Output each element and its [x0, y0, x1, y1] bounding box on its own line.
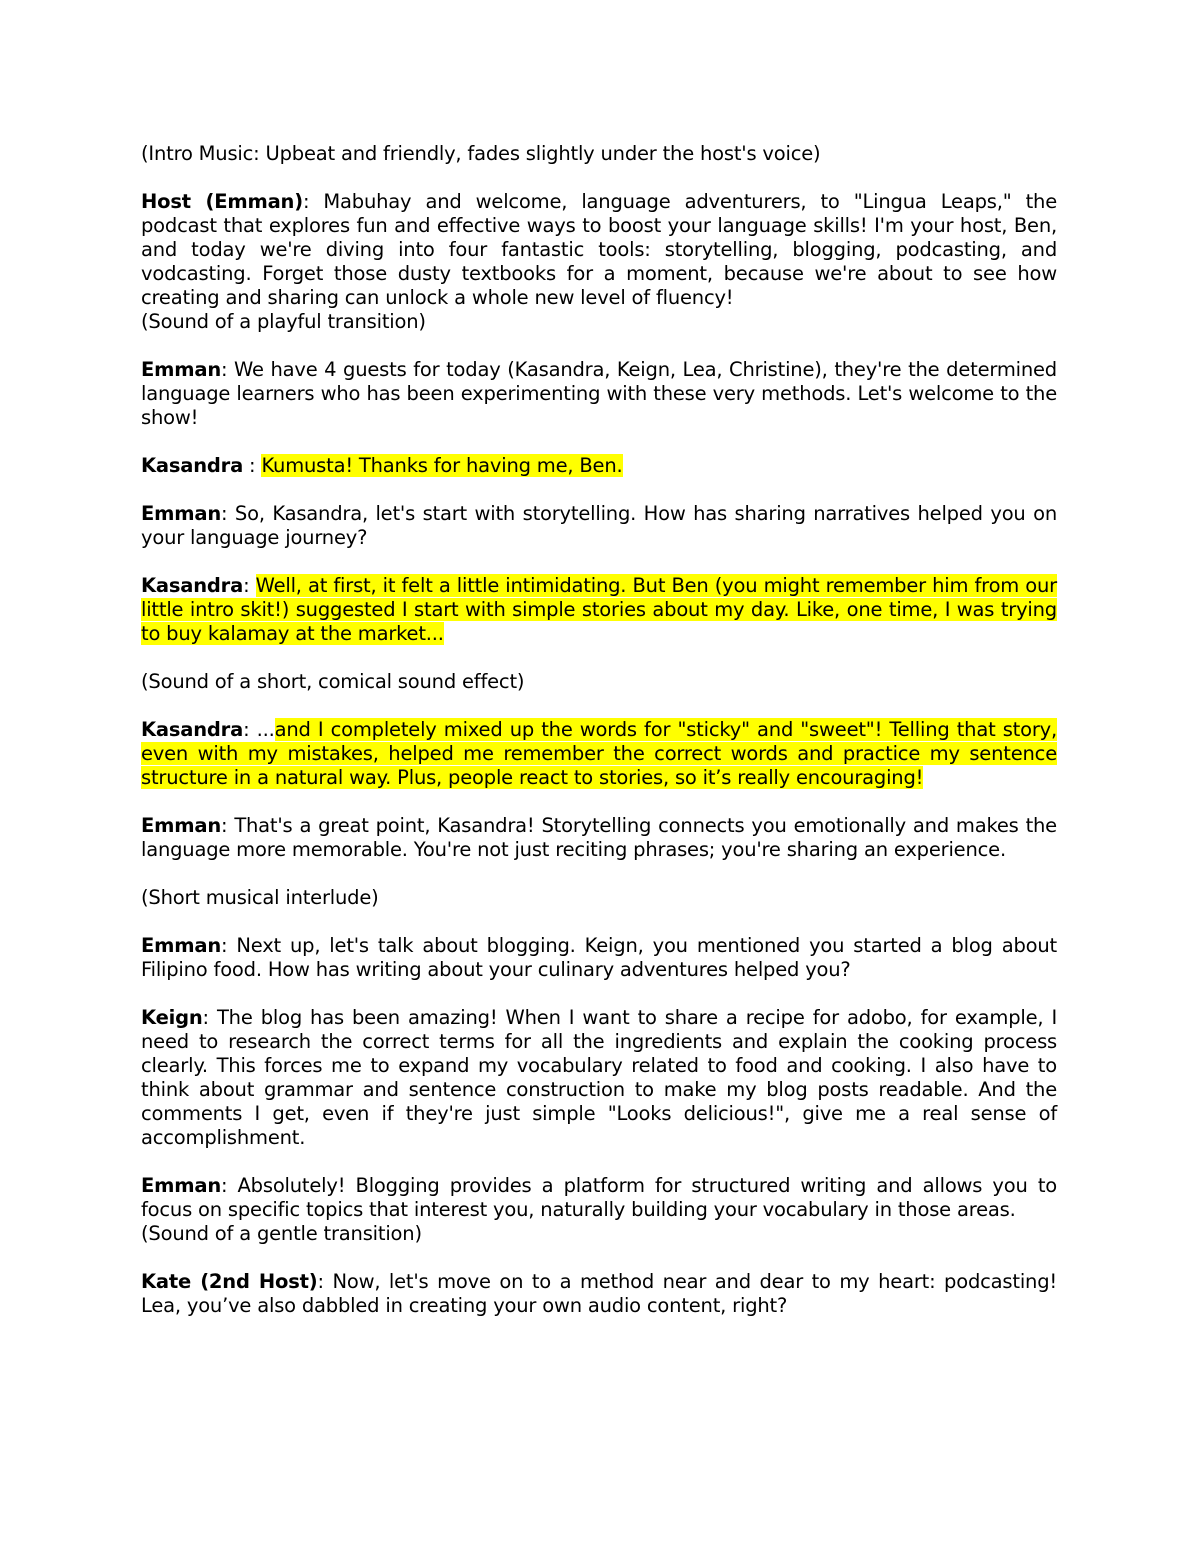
dialogue-emman-storytelling: [141, 502, 1057, 550]
highlighted-dialogue-text: and I completely mixed up the words for "sticky" and "sweet"! Telling that story, even with my mistakes, helped me remember the correct words and practice my sentence structure in a natural way. Plus, people react to stories, so it’s really encouraging!: [141, 718, 1057, 789]
speaker-name: Host (Emman): [141, 190, 303, 213]
dialogue-text: Next up, let's talk about blogging. Keign, you mentioned you started a blog about Filipino food. How has writing about your culinary adventures helped you?: [141, 934, 1057, 981]
dialogue-text: So, Kasandra, let's start with storytelling. How has sharing narratives helped you on your language journey?: [141, 502, 1057, 549]
dialogue-text: Now, let's move on to a method near and dear to my heart: podcasting! Lea, you’ve also dabbled in creating your own audio content, right?: [141, 1270, 1057, 1317]
dialogue-emman-blogging-reply: [141, 1174, 1057, 1246]
dialogue-keign-blog: [141, 1006, 1057, 1150]
stage-direction-text: (Sound of a playful transition): [141, 310, 426, 333]
stage-direction-text: (Intro Music: Upbeat and friendly, fades slightly under the host's voice): [141, 142, 821, 165]
speaker-name: Kate (2nd Host): [141, 1270, 318, 1293]
dialogue-kasandra-greeting: [141, 454, 1057, 478]
stage-direction-intro: [141, 142, 1057, 166]
speaker-separator: :: [317, 1270, 333, 1293]
speaker-separator: :: [221, 502, 235, 525]
dialogue-line: [141, 190, 1057, 310]
speaker-separator: :: [221, 358, 235, 381]
dialogue-text: Absolutely! Blogging provides a platform for structured writing and allows you to focus on specific topics that interest you, naturally building your vocabulary in those areas.: [141, 1174, 1057, 1221]
speaker-name: Keign: [141, 1006, 203, 1029]
highlighted-dialogue-text: Well, at first, it felt a little intimidating. But Ben (you might remember him from our little intro skit!) suggested I start with simple stories about my day. Like, one time, I was trying to buy kalamay at the market...: [141, 574, 1057, 645]
dialogue-text: Mabuhay and welcome, language adventurers, to "Lingua Leaps," the podcast that explores fun and effective ways to boost your language skills! I'm your host, Ben, and today we're diving into four fantastic tools: storytelling, blogging, podcasting, and vodcasting. Forget those dusty textbooks for a moment, because we're about to see how creating and sharing can unlock a whole new level of fluency!: [141, 190, 1057, 309]
dialogue-text: That's a great point, Kasandra! Storytelling connects you emotionally and makes the language more memorable. You're not just reciting phrases; you're sharing an experience.: [141, 814, 1057, 861]
speaker-separator: :: [243, 454, 262, 477]
speaker-name: Emman: [141, 502, 221, 525]
dialogue-kasandra-story: [141, 574, 1057, 646]
speaker-separator: :: [302, 190, 324, 213]
stage-direction-text: (Short musical interlude): [141, 886, 379, 909]
speaker-name: Kasandra: [141, 454, 244, 477]
dialogue-text: We have 4 guests for today (Kasandra, Keign, Lea, Christine), they're the determined language learners who has been experimenting with these very methods. Let's welcome to the show!: [141, 358, 1057, 429]
speaker-separator: :: [221, 1174, 238, 1197]
speaker-name: Kasandra: [141, 574, 244, 597]
speaker-name: Emman: [141, 1174, 221, 1197]
stage-direction-text: (Sound of a short, comical sound effect): [141, 670, 525, 693]
speaker-separator: :: [221, 814, 235, 837]
speaker-name: Kasandra: [141, 718, 244, 741]
dialogue-line: [141, 1174, 1057, 1222]
speaker-name: Emman: [141, 358, 221, 381]
stage-direction-sound-effect: [141, 670, 1057, 694]
speaker-name: Emman: [141, 934, 221, 957]
speaker-separator: :: [243, 574, 256, 597]
dialogue-emman-blogging: [141, 934, 1057, 982]
stage-direction-interlude: [141, 886, 1057, 910]
speaker-separator: :: [243, 718, 257, 741]
dialogue-kate-podcasting: [141, 1270, 1057, 1318]
highlighted-dialogue-text: Kumusta! Thanks for having me, Ben.: [261, 454, 623, 477]
dialogue-emman-storytelling-reply: [141, 814, 1057, 862]
dialogue-prefix: ...: [256, 718, 275, 741]
speaker-separator: :: [202, 1006, 217, 1029]
dialogue-emman-guests: [141, 358, 1057, 430]
stage-direction-text: (Sound of a gentle transition): [141, 1222, 422, 1245]
speaker-separator: :: [221, 934, 237, 957]
speaker-name: Emman: [141, 814, 221, 837]
dialogue-text: The blog has been amazing! When I want to share a recipe for adobo, for example, I need to research the correct terms for all the ingredients and explain the cooking process clearly. This forces me to expand my vocabulary related to food and cooking. I also have to think about grammar and sentence construction to make my blog posts readable. And the comments I get, even if they're just simple "Looks delicious!", give me a real sense of accomplishment.: [141, 1006, 1058, 1149]
dialogue-host-intro: [141, 190, 1057, 334]
podcast-script: [141, 142, 1057, 1342]
dialogue-kasandra-continued: [141, 718, 1057, 790]
